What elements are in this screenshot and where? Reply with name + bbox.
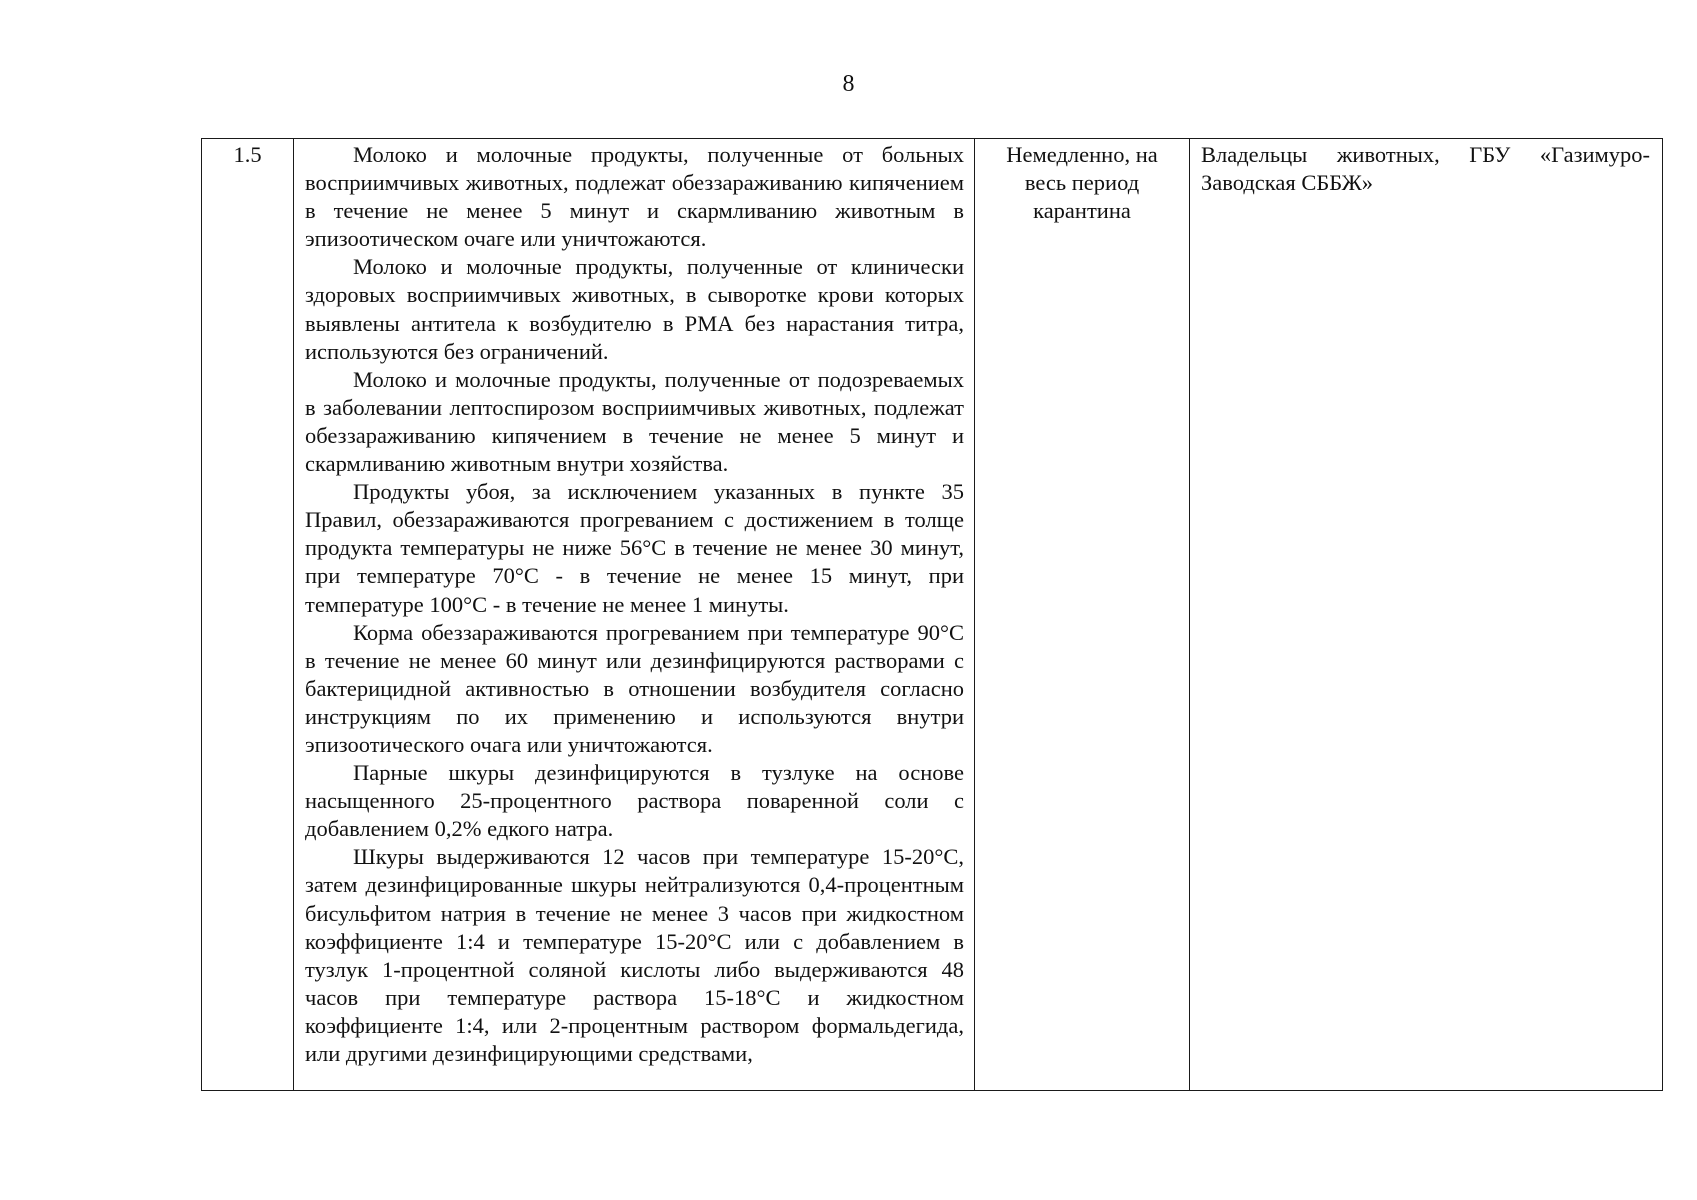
measure-text-cell — [294, 139, 975, 1091]
row-number: 1.5 — [233, 142, 262, 167]
measure-paragraph: Молоко и молочные продукты, полученные от подозреваемых в заболевании лептоспирозом восприимчивых животных, подлежат обеззараживанию кипячением в течение не менее 5 минут и скармливанию животным внутри хозяйства. — [305, 366, 964, 477]
term-text: Немедленно, на весь период карантина — [1006, 142, 1158, 224]
table-row — [202, 139, 1663, 1091]
measure-paragraph: Парные шкуры дезинфицируются в тузлуке на основе насыщенного 25-процентного раствора поваренной соли с добавлением 0,2% едкого натра. — [305, 760, 964, 842]
row-number-cell — [202, 139, 294, 1091]
measure-paragraph: Молоко и молочные продукты, полученные от клинически здоровых восприимчивых животных, в сыворотке крови которых выявлены антитела к возбудителю в РМА без нарастания титра, используются без ограничений. — [305, 254, 964, 364]
measure-paragraph: Шкуры выдерживаются 12 часов при температуре 15-20°С, затем дезинфицированные шкуры нейтрализуются 0,4-процентным бисульфитом натрия в течение не менее 3 часов при жидкостном коэффициенте 1:4 и температуре 15-20°С или с добавлением в тузлук 1-процентной соляной кислоты либо выдерживаются 48 часов при температуре раствора 15-18°С и жидкостном коэффициенте 1:4, или 2-процентным раствором формальдегида, или другими дезинфицирующими средствами, — [305, 844, 964, 1066]
page-number: 8 — [842, 71, 855, 97]
term-cell — [975, 139, 1190, 1091]
responsible-cell — [1190, 139, 1663, 1091]
responsible-text: Владельцы животных, ГБУ «Газимуро-Заводская СББЖ» — [1201, 142, 1650, 196]
measure-paragraph: Молоко и молочные продукты, полученные от больных восприимчивых животных, подлежат обеззараживанию кипячением в течение не менее 5 минут и скармливанию животным в эпизоотическом очаге или уничтожаются. — [305, 142, 964, 252]
measures-table — [201, 138, 1663, 1091]
measure-paragraph: Корма обеззараживаются прогреванием при температуре 90°С в течение не менее 60 минут или дезинфицируются растворами с бактерицидной активностью в отношении возбудителя согласно инструкциям по их применению и используются внутри эпизоотического очага или уничтожаются. — [305, 619, 964, 757]
measure-paragraph: Продукты убоя, за исключением указанных в пункте 35 Правил, обеззараживаются прогреванием с достижением в толще продукта температуры не ниже 56°С в течение не менее 30 минут, при температуре 70°С - в течение не менее 15 минут, при температуре 100°С - в течение не менее 1 минуты. — [305, 479, 964, 617]
